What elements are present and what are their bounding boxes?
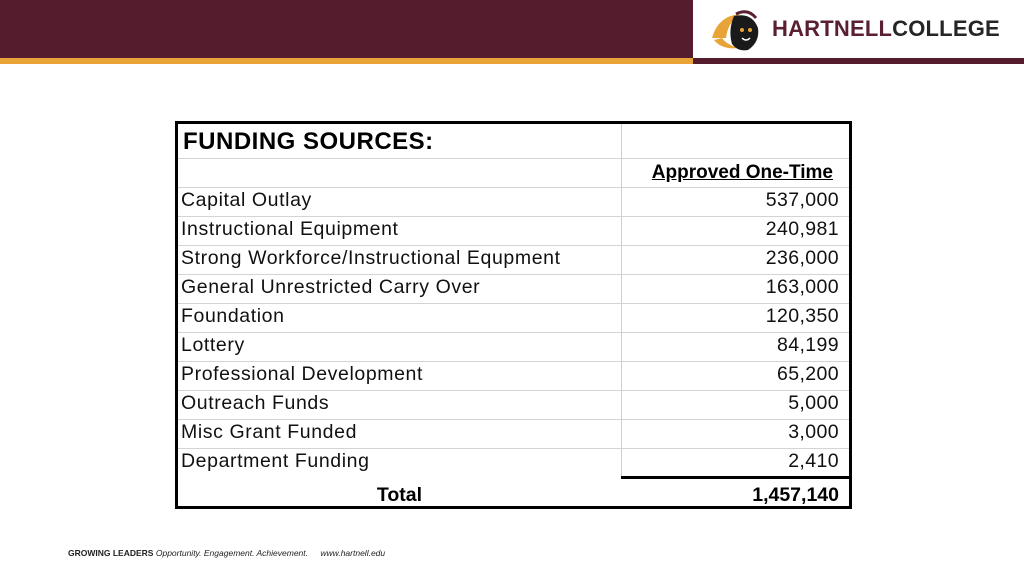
row-label: Strong Workforce/Instructional Equpment (181, 247, 561, 269)
table-row (178, 362, 849, 391)
column-header-approved: Approved One-Time (651, 162, 833, 183)
row-label: Misc Grant Funded (181, 421, 358, 443)
table-title: FUNDING SOURCES: (183, 128, 434, 155)
brand-wordmark (772, 16, 1000, 42)
table-row (178, 333, 849, 362)
row-value: 5,000 (788, 392, 839, 414)
footer-lead: GROWING LEADERS (68, 548, 154, 558)
table-row (178, 275, 849, 304)
header-gold-stripe (0, 58, 693, 64)
row-label: Department Funding (181, 450, 370, 472)
total-value: 1,457,140 (752, 484, 839, 506)
header-bar (0, 0, 693, 58)
footer-tagline: Opportunity. Engagement. Achievement. (155, 548, 309, 558)
row-value: 120,350 (765, 305, 839, 327)
table-row (178, 449, 849, 478)
row-value: 65,200 (776, 363, 839, 385)
table-row (178, 246, 849, 275)
row-value: 236,000 (765, 247, 839, 269)
table-row (178, 391, 849, 420)
row-value: 163,000 (765, 276, 839, 298)
table-row (178, 420, 849, 449)
row-label: Capital Outlay (181, 189, 312, 211)
row-label: Outreach Funds (181, 392, 330, 414)
row-label: General Unrestricted Carry Over (181, 276, 481, 298)
footer (68, 548, 385, 558)
row-value: 240,981 (765, 218, 839, 240)
row-value: 537,000 (765, 189, 839, 211)
row-label: Instructional Equipment (181, 218, 399, 240)
table-row (178, 304, 849, 333)
footer-url: www.hartnell.edu (320, 548, 386, 558)
row-label: Foundation (181, 305, 285, 327)
logo-maroon-stripe (693, 58, 1024, 64)
funding-sources-table (175, 121, 852, 509)
table-row (178, 217, 849, 246)
row-value: 3,000 (788, 421, 839, 443)
total-label: Total (376, 484, 423, 506)
row-label: Professional Development (181, 363, 424, 385)
row-value: 84,199 (776, 334, 839, 356)
total-rule (621, 476, 849, 479)
brand-name-part2: COLLEGE (892, 16, 1000, 41)
row-value: 2,410 (788, 450, 839, 472)
row-label: Lottery (181, 334, 245, 356)
table-row (178, 188, 849, 217)
brand-name-part1: HARTNELL (772, 16, 893, 41)
panther-logo-icon (708, 8, 762, 54)
table-title-row (178, 124, 849, 159)
